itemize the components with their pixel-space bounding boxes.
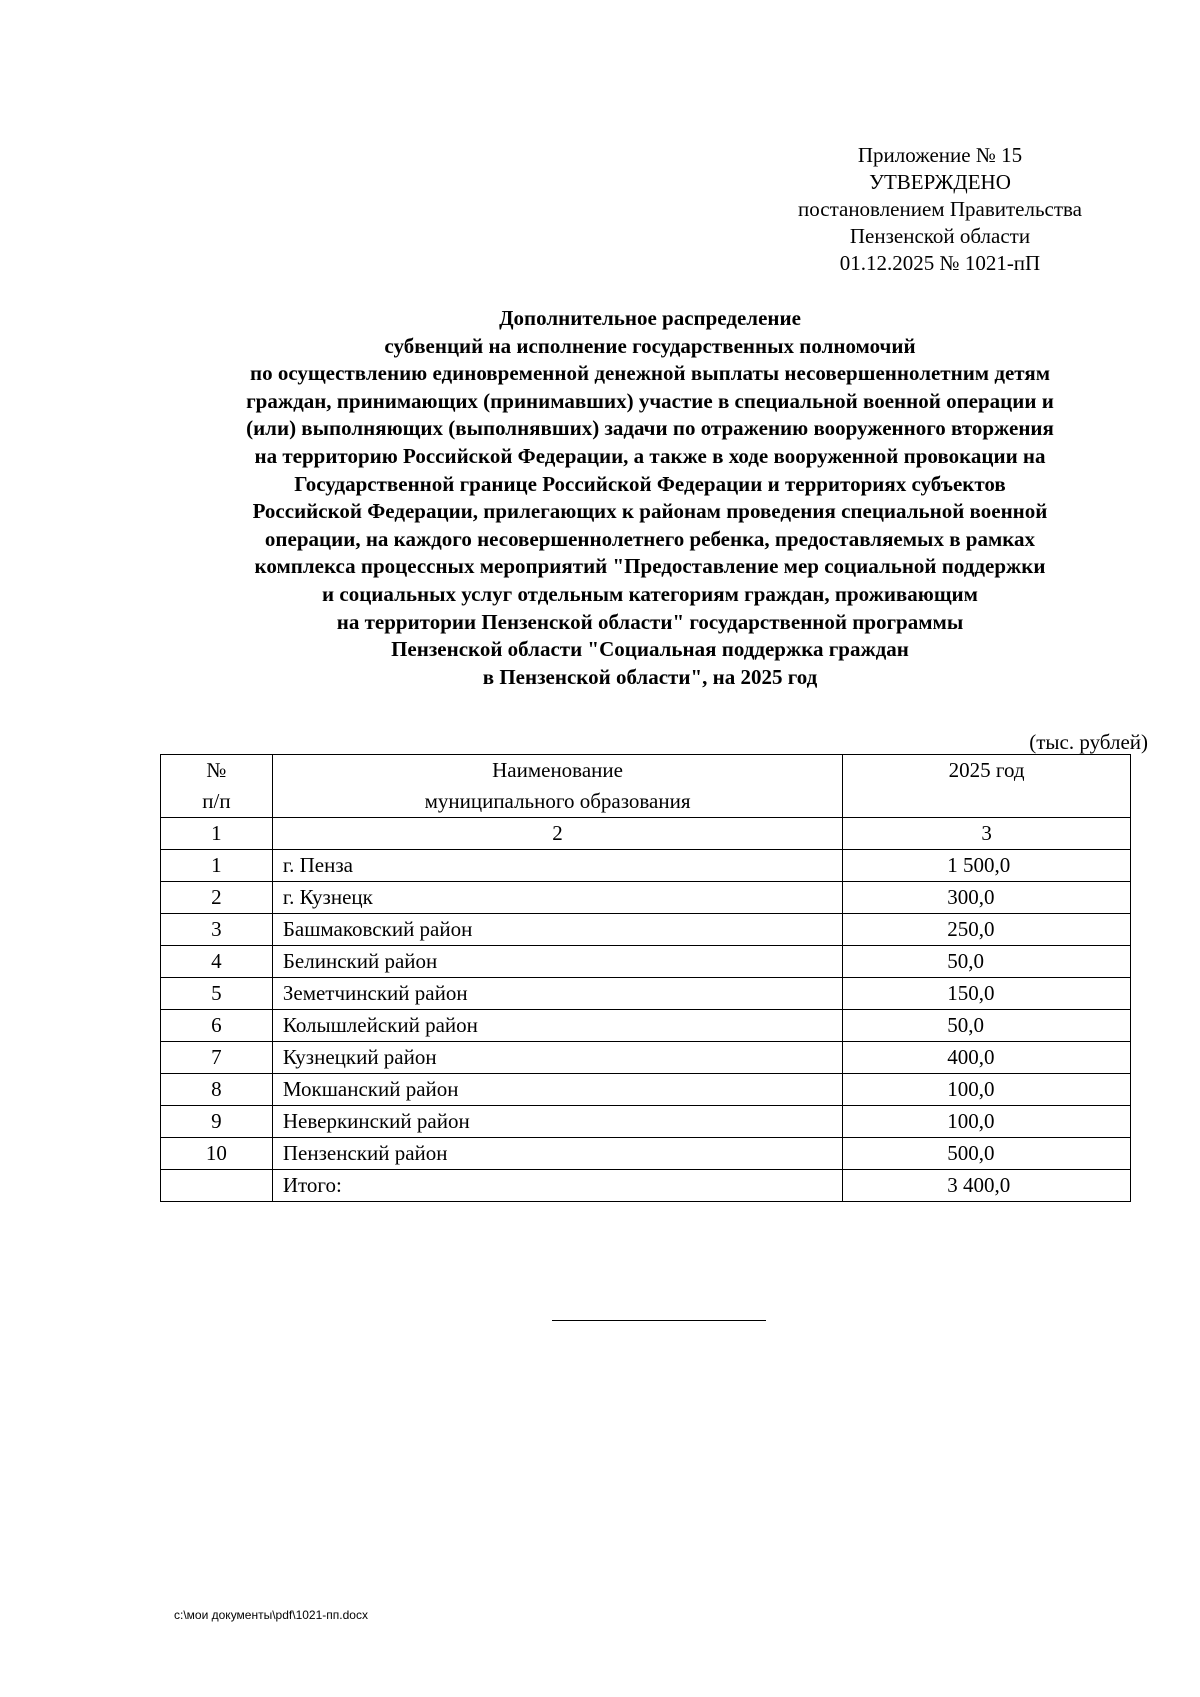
row-num: 6: [161, 1010, 273, 1042]
table-row: [161, 1106, 1131, 1138]
title-line: на территории Пензенской области" государственной программы: [336, 609, 964, 634]
title-line: в Пензенской области", на 2025 год: [482, 664, 818, 689]
row-num: 5: [161, 978, 273, 1010]
column-number-row: [161, 818, 1131, 850]
row-name: Неверкинский район: [272, 1106, 842, 1138]
table-row: [161, 978, 1131, 1010]
end-divider: [552, 1320, 766, 1321]
row-name: г. Пенза: [272, 850, 842, 882]
approval-line: 01.12.2025 № 1021-пП: [839, 251, 1041, 275]
title-line: комплекса процессных мероприятий "Предоставление мер социальной поддержки: [254, 554, 1046, 579]
table-row: [161, 946, 1131, 978]
row-num: 1: [161, 850, 273, 882]
title-line: и социальных услуг отдельным категориям граждан, проживающим: [322, 581, 978, 606]
row-value: 300,0: [843, 882, 1131, 914]
row-value: 100,0: [843, 1106, 1131, 1138]
approval-line: Приложение № 15: [857, 143, 1023, 167]
row-name: Кузнецкий район: [272, 1042, 842, 1074]
title-line: Государственной границе Российской Федерации и территориях субъектов: [294, 471, 1006, 496]
header-num-line2: п/п: [202, 789, 231, 813]
total-row: [161, 1170, 1131, 1202]
table-row: [161, 1074, 1131, 1106]
title-line: Российской Федерации, прилегающих к районам проведения специальной военной: [252, 499, 1048, 524]
row-name: Пензенский район: [272, 1138, 842, 1170]
row-value: 400,0: [843, 1042, 1131, 1074]
total-num-empty: [161, 1170, 273, 1202]
approval-block: [770, 142, 1110, 277]
header-name-line2: муниципального образования: [424, 789, 691, 813]
row-num: 3: [161, 914, 273, 946]
row-value: 500,0: [843, 1138, 1131, 1170]
row-num: 10: [161, 1138, 273, 1170]
title-line: Пензенской области "Социальная поддержка граждан: [391, 637, 909, 662]
row-name: Земетчинский район: [272, 978, 842, 1010]
total-value: 3 400,0: [843, 1170, 1131, 1202]
title-line: граждан, принимающих (принимавших) участие в специальной военной операции и: [246, 388, 1054, 413]
column-number: 3: [843, 818, 1131, 850]
approval-line: постановлением Правительства: [797, 197, 1082, 221]
row-name: Белинский район: [272, 946, 842, 978]
row-value: 150,0: [843, 978, 1131, 1010]
title-line: операции, на каждого несовершеннолетнего ребенка, предоставляемых в рамках: [264, 526, 1036, 551]
row-name: Мокшанский район: [272, 1074, 842, 1106]
row-num: 9: [161, 1106, 273, 1138]
document-title: [150, 305, 1150, 691]
row-num: 2: [161, 882, 273, 914]
total-label: Итого:: [272, 1170, 842, 1202]
table-row: [161, 914, 1131, 946]
title-line: (или) выполняющих (выполнявших) задачи по отражению вооруженного вторжения: [246, 416, 1054, 441]
header-name: [272, 755, 842, 818]
row-num: 8: [161, 1074, 273, 1106]
row-num: 4: [161, 946, 273, 978]
table-row: [161, 1042, 1131, 1074]
table-row: [161, 882, 1131, 914]
header-value: [843, 755, 1131, 818]
row-name: Колышлейский район: [272, 1010, 842, 1042]
title-line: на территорию Российской Федерации, а также в ходе вооруженной провокации на: [254, 443, 1046, 468]
row-num: 7: [161, 1042, 273, 1074]
row-value: 100,0: [843, 1074, 1131, 1106]
title-line: по осуществлению единовременной денежной выплаты несовершеннолетним детям: [249, 361, 1051, 386]
table-row: [161, 1138, 1131, 1170]
header-num: [161, 755, 273, 818]
table-header-row: [161, 755, 1131, 818]
row-value: 1 500,0: [843, 850, 1131, 882]
approval-line: УТВЕРЖДЕНО: [869, 170, 1011, 194]
table-row: [161, 850, 1131, 882]
row-value: 50,0: [843, 946, 1131, 978]
distribution-table: [160, 754, 1131, 1202]
row-value: 50,0: [843, 1010, 1131, 1042]
row-name: г. Кузнецк: [272, 882, 842, 914]
column-number: 2: [272, 818, 842, 850]
header-num-line1: №: [206, 758, 227, 782]
header-value-label: 2025 год: [948, 758, 1025, 782]
column-number: 1: [161, 818, 273, 850]
table-row: [161, 1010, 1131, 1042]
units-note: (тыс. рублей): [1029, 730, 1148, 754]
row-value: 250,0: [843, 914, 1131, 946]
title-line: Дополнительное распределение: [499, 306, 801, 330]
file-path-footer: c:\мои документы\pdf\1021-пп.docx: [174, 1608, 368, 1622]
header-name-line1: Наименование: [492, 758, 623, 782]
approval-line: Пензенской области: [849, 224, 1031, 248]
row-name: Башмаковский район: [272, 914, 842, 946]
title-line: субвенций на исполнение государственных полномочий: [384, 333, 916, 358]
